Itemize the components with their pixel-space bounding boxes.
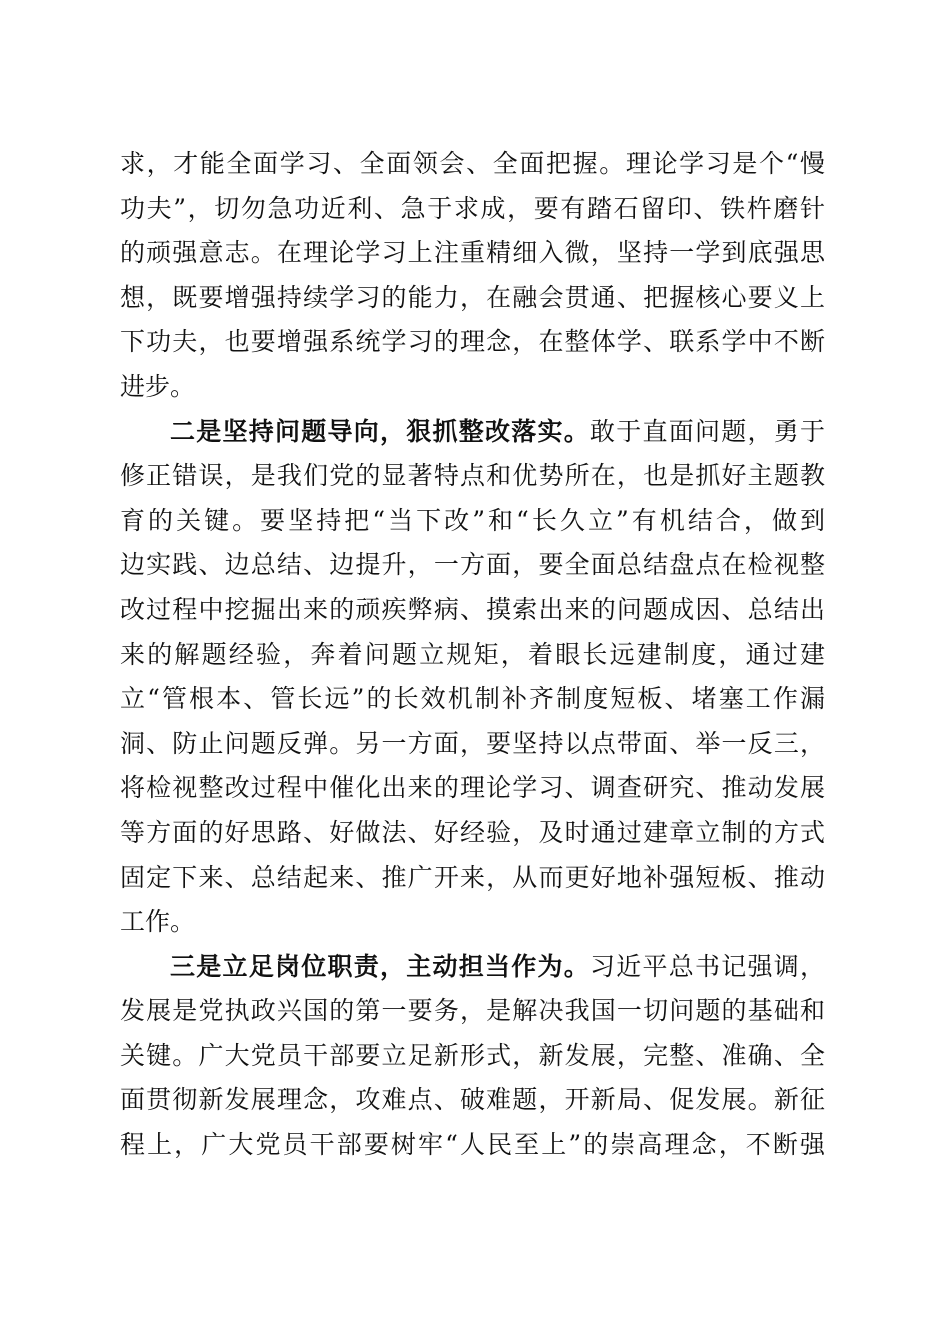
text-line: 将检视整改过程中催化出来的理论学习、调查研究、推动发展: [120, 773, 825, 803]
text-line: 想，既要增强持续学习的能力，在融会贯通、把握核心要义上: [120, 282, 825, 312]
text-line: 面贯彻新发展理念，攻难点、破难题，开新局、促发展。新征: [120, 1085, 825, 1115]
paragraph-first-line: [120, 410, 825, 455]
text-line: 来的解题经验，奔着问题立规矩，着眼长远建制度，通过建: [120, 639, 825, 669]
text-line: 功夫”，切勿急功近利、急于求成，要有踏石留印、铁杵磨针: [120, 193, 825, 223]
paragraph-2: [120, 410, 825, 945]
text-line: 工作。: [120, 907, 196, 937]
text-line: 求，才能全面学习、全面领会、全面把握。理论学习是个“慢: [120, 149, 825, 178]
text-line: 固定下来、总结起来、推广开来，从而更好地补强短板、推动: [120, 862, 825, 892]
text-line: 发展是党执政兴国的第一要务，是解决我国一切问题的基础和: [120, 996, 825, 1026]
paragraph-3: [120, 945, 825, 1168]
paragraph-first-line-text: 敢于直面问题，勇于: [589, 416, 825, 446]
paragraph-lead-heading: 三是立足岗位职责，主动担当作为。: [170, 951, 590, 981]
paragraph-1: [120, 142, 825, 410]
document-page: [120, 142, 825, 1168]
paragraph-first-line: [120, 945, 825, 990]
text-line: 程上，广大党员干部要树牢“人民至上”的崇高理念，不断强: [120, 1130, 825, 1160]
text-line: 修正错误，是我们党的显著特点和优势所在，也是抓好主题教: [120, 461, 825, 491]
text-line: 育的关键。要坚持把“当下改”和“长久立”有机结合，做到: [120, 505, 825, 535]
text-line: 洞、防止问题反弹。另一方面，要坚持以点带面、举一反三，: [120, 728, 825, 758]
paragraph-lead-heading: 二是坚持问题导向，狠抓整改落实。: [170, 416, 590, 446]
text-line: 立“管根本、管长远”的长效机制补齐制度短板、堵塞工作漏: [120, 684, 825, 714]
paragraph-first-line-text: 习近平总书记强调，: [589, 951, 825, 981]
text-line: 关键。广大党员干部要立足新形式，新发展，完整、准确、全: [120, 1040, 825, 1070]
text-line: 下功夫，也要增强系统学习的理念，在整体学、联系学中不断: [120, 327, 825, 357]
text-line: 的顽强意志。在理论学习上注重精细入微，坚持一学到底强思: [120, 238, 825, 268]
text-line: 改过程中挖掘出来的顽疾弊病、摸索出来的问题成因、总结出: [120, 594, 825, 624]
text-line: 等方面的好思路、好做法、好经验，及时通过建章立制的方式: [120, 817, 825, 847]
text-line: 边实践、边总结、边提升，一方面，要全面总结盘点在检视整: [120, 550, 825, 580]
text-line: 进步。: [120, 371, 196, 401]
